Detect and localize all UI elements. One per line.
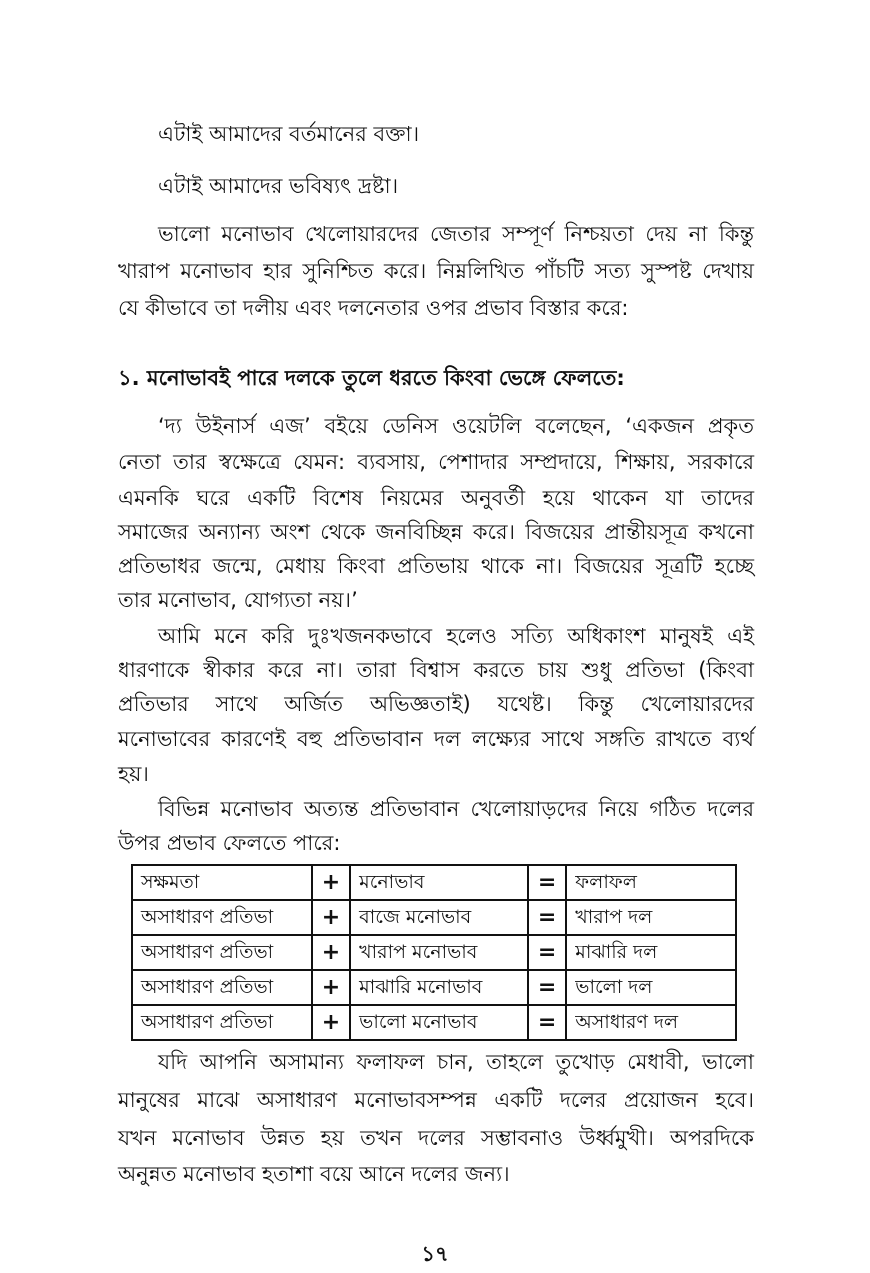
paragraph-line: অনুন্নত মনোভাব হতাশা বয়ে আনে দলের জন্য। <box>118 1162 510 1186</box>
ability-cell: অসাধারণ প্রতিভা <box>132 900 312 935</box>
paragraph-line: নেতা তার স্বক্ষেত্রে যেমন: ব্যবসায়, পেশাদার সম্প্রদায়ে, শিক্ষায়, সরকারে <box>118 450 754 474</box>
result-cell: ভালো দল <box>566 970 736 1005</box>
paragraph-line: তার মনোভাব, যোগ্যতা নয়।’ <box>118 588 358 612</box>
table-row <box>132 970 736 1005</box>
attitude-cell: মনোভাব <box>350 865 528 900</box>
paragraph-line: ভালো মনোভাব খেলোয়ারদের জেতার সম্পূর্ণ নিশ্চয়তা দেয় না কিন্তু <box>158 222 754 246</box>
equals-cell: = <box>528 935 566 970</box>
table-row <box>132 1005 736 1040</box>
talent-attitude-table <box>131 864 737 1041</box>
table-row <box>132 900 736 935</box>
result-cell: মাঝারি দল <box>566 935 736 970</box>
plus-cell: + <box>312 935 350 970</box>
paragraph-line: ‘দ্য উইনার্স এজ’ বইয়ে ডেনিস ওয়েটলি বলেছেন, ‘একজন প্রকৃত <box>158 414 754 438</box>
equals-cell: = <box>528 970 566 1005</box>
ability-cell: অসাধারণ প্রতিভা <box>132 1005 312 1040</box>
paragraph-line: উপর প্রভাব ফেলতে পারে: <box>118 831 341 855</box>
paragraph-line: প্রতিভাধর জন্মে, মেধায় কিংবা প্রতিভায় থাকে না। বিজয়ের সূত্রটি হচ্ছে <box>118 554 754 578</box>
result-cell: খারাপ দল <box>566 900 736 935</box>
paragraph-line: এমনকি ঘরে একটি বিশেষ নিয়মের অনুবর্তী হয়ে থাকেন যা তাদের <box>118 486 754 510</box>
attitude-cell: মাঝারি মনোভাব <box>350 970 528 1005</box>
result-cell: ফলাফল <box>566 865 736 900</box>
paragraph-line: হয়। <box>118 762 149 786</box>
equals-cell: = <box>528 865 566 900</box>
equals-cell: = <box>528 900 566 935</box>
paragraph-line: ধারণাকে স্বীকার করে না। তারা বিশ্বাস করতে চায় শুধু প্রতিভা (কিংবা <box>118 658 754 682</box>
paragraph-line: সমাজের অন্যান্য অংশ থেকে জনবিচ্ছিন্ন করে। বিজয়ের প্রান্তীয়সূত্র কখনো <box>118 520 754 544</box>
paragraph-line: মানুষের মাঝে অসাধারণ মনোভাবসম্পন্ন একটি দলের প্রয়োজন হবে। <box>118 1088 754 1112</box>
equals-cell: = <box>528 1005 566 1040</box>
page-number: ১৭ <box>421 1242 449 1266</box>
plus-cell: + <box>312 1005 350 1040</box>
paragraph-line: মনোভাবের কারণেই বহু প্রতিভাবান দল লক্ষ্যের সাথে সঙ্গতি রাখতে ব্যর্থ <box>118 727 754 751</box>
paragraph-line: আমি মনে করি দুঃখজনকভাবে হলেও সত্যি অধিকাংশ মানুষই এই <box>158 624 754 648</box>
text-line: এটাই আমাদের বর্তমানের বক্তা। <box>158 122 420 146</box>
attitude-cell: বাজে মনোভাব <box>350 900 528 935</box>
paragraph-line: যদি আপনি অসামান্য ফলাফল চান, তাহলে তুখোড় মেধাবী, ভালো <box>158 1050 754 1074</box>
table-row <box>132 865 736 900</box>
attitude-cell: ভালো মনোভাব <box>350 1005 528 1040</box>
ability-cell: অসাধারণ প্রতিভা <box>132 970 312 1005</box>
paragraph-line: যে কীভাবে তা দলীয় এবং দলনেতার ওপর প্রভাব বিস্তার করে: <box>118 296 629 320</box>
plus-cell: + <box>312 900 350 935</box>
plus-cell: + <box>312 970 350 1005</box>
paragraph-line: খারাপ মনোভাব হার সুনিশ্চিত করে। নিম্নলিখিত পাঁচটি সত্য সুস্পষ্ট দেখায় <box>118 259 754 283</box>
text-line: এটাই আমাদের ভবিষ্যৎ দ্রষ্টা। <box>158 174 399 198</box>
ability-cell: অসাধারণ প্রতিভা <box>132 935 312 970</box>
section-heading: ১. মনোভাবই পারে দলকে তুলে ধরতে কিংবা ভেঙ্গে ফেলতে: <box>118 366 625 390</box>
result-cell: অসাধারণ দল <box>566 1005 736 1040</box>
paragraph-line: যখন মনোভাব উন্নত হয় তখন দলের সম্ভাবনাও উর্ধ্বমুখী। অপরদিকে <box>118 1126 754 1150</box>
paragraph-line: বিভিন্ন মনোভাব অত্যন্ত প্রতিভাবান খেলোয়াড়দের নিয়ে গঠিত দলের <box>158 797 754 821</box>
ability-cell: সক্ষমতা <box>132 865 312 900</box>
paragraph-line: প্রতিভার সাথে অর্জিত অভিজ্ঞতাই) যথেষ্ট। কিন্তু খেলোয়ারদের <box>118 692 754 716</box>
plus-cell: + <box>312 865 350 900</box>
attitude-cell: খারাপ মনোভাব <box>350 935 528 970</box>
table-row <box>132 935 736 970</box>
